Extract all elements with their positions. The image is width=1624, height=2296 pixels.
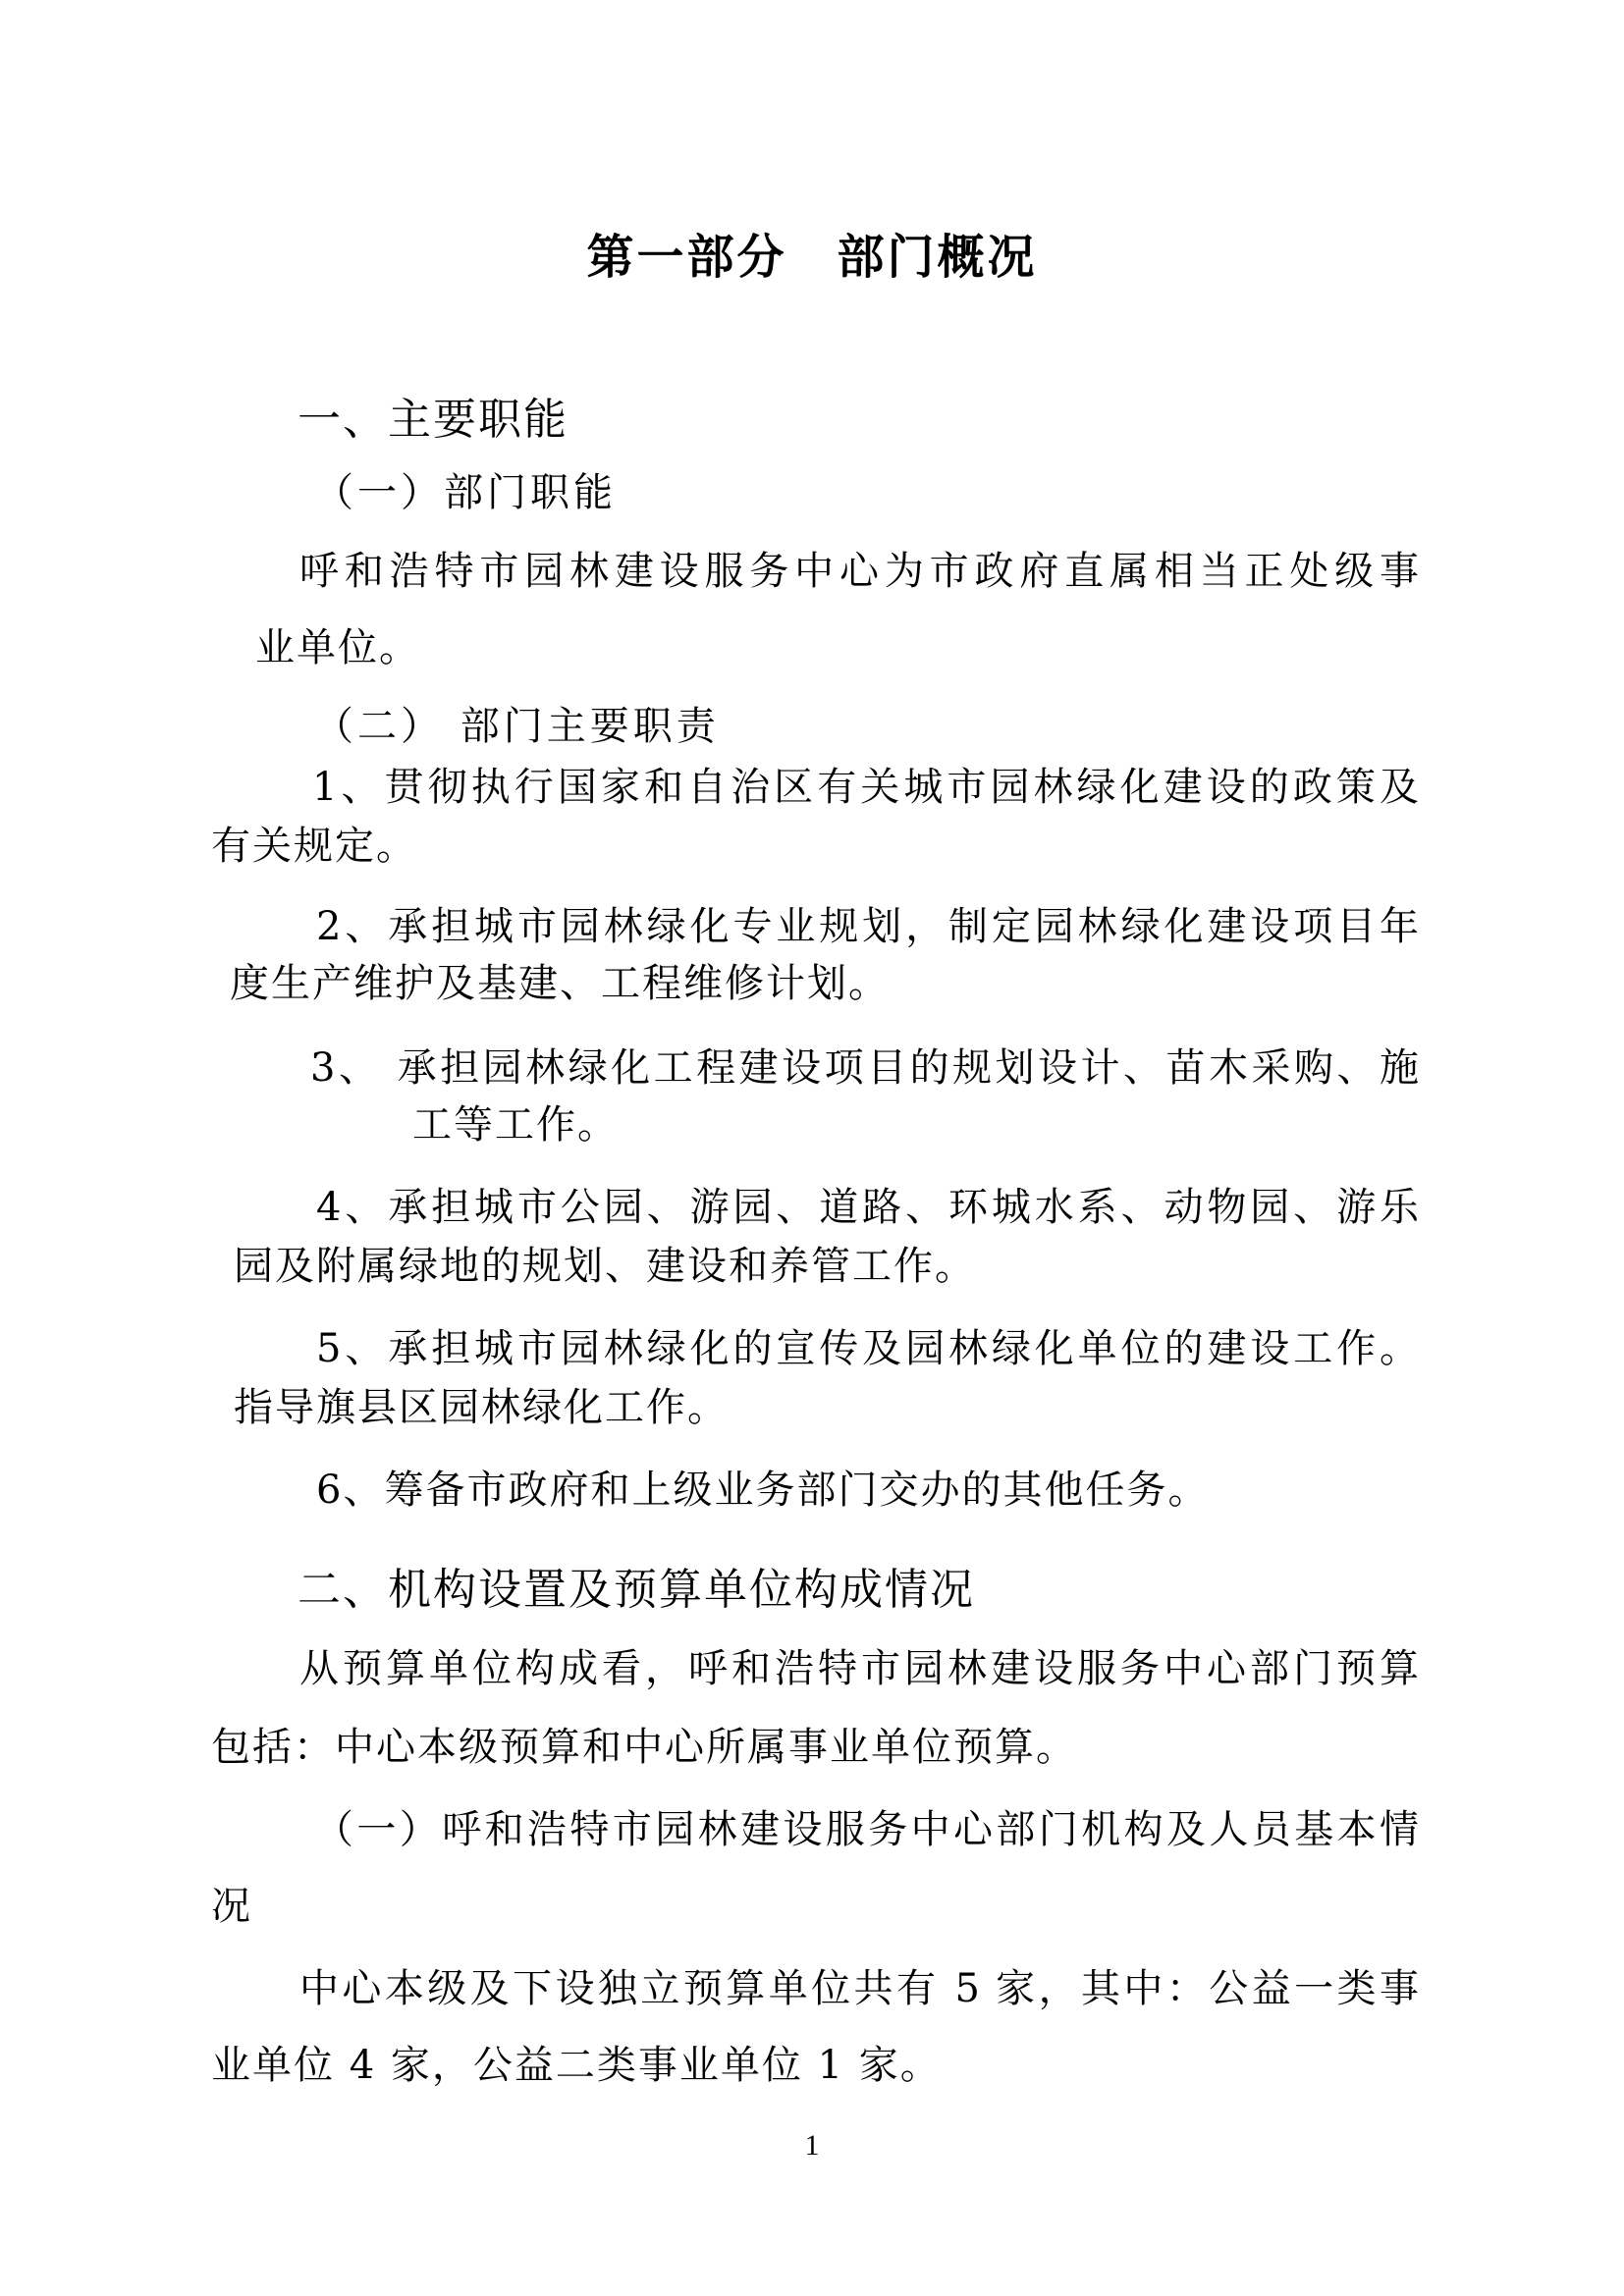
section-heading-main-functions: 一、主要职能 [298,395,568,445]
paragraph-line: 呼和浩特市园林建设服务中心为市政府直属相当正处级事 [299,549,1419,594]
list-item-line: 2、承担城市园林绿化专业规划，制定园林绿化建设项目年 [316,904,1419,949]
section-heading-organization: 二、机构设置及预算单位构成情况 [298,1565,975,1615]
list-item-line: 有关规定。 [211,824,417,869]
paragraph-line: 业单位。 [255,625,420,670]
list-item-line: 5、承担城市园林绿化的宣传及园林绿化单位的建设工作。 [316,1326,1419,1371]
list-item-line: 6、筹备市政府和上级业务部门交办的其他任务。 [316,1468,1210,1513]
page-number: 1 [804,2129,820,2162]
list-item-line: 3、 承担园林绿化工程建设项目的规划设计、苗木采购、施 [310,1045,1419,1091]
paragraph-line: 包括：中心本级预算和中心所属事业单位预算。 [211,1725,1077,1770]
list-item-line: 园及附属绿地的规划、建设和养管工作。 [234,1244,976,1289]
subsection-heading-main-duties: （二） 部门主要职责 [314,704,720,749]
list-item-line: 1、贯彻执行国家和自治区有关城市园林绿化建设的政策及 [312,765,1419,810]
paragraph-line: 业单位 4 家，公益二类事业单位 1 家。 [211,2043,942,2088]
paragraph-line: 从预算单位构成看，呼和浩特市园林建设服务中心部门预算 [299,1646,1419,1691]
list-item-line: 工等工作。 [412,1102,619,1148]
subsection-heading-organization-personnel: （一）呼和浩特市园林建设服务中心部门机构及人员基本情 [314,1807,1419,1852]
subsection-heading-department-functions: （一）部门职能 [314,470,617,515]
list-item-line: 4、承担城市公园、游园、道路、环城水系、动物园、游乐 [316,1185,1419,1230]
subsection-heading-organization-personnel: 况 [211,1884,252,1929]
page-title: 第一部分 部门概况 [586,230,1038,285]
paragraph-line: 中心本级及下设独立预算单位共有 5 家，其中：公益一类事 [299,1966,1419,2011]
list-item-line: 指导旗县区园林绿化工作。 [234,1385,729,1430]
list-item-line: 度生产维护及基建、工程维修计划。 [230,961,890,1006]
